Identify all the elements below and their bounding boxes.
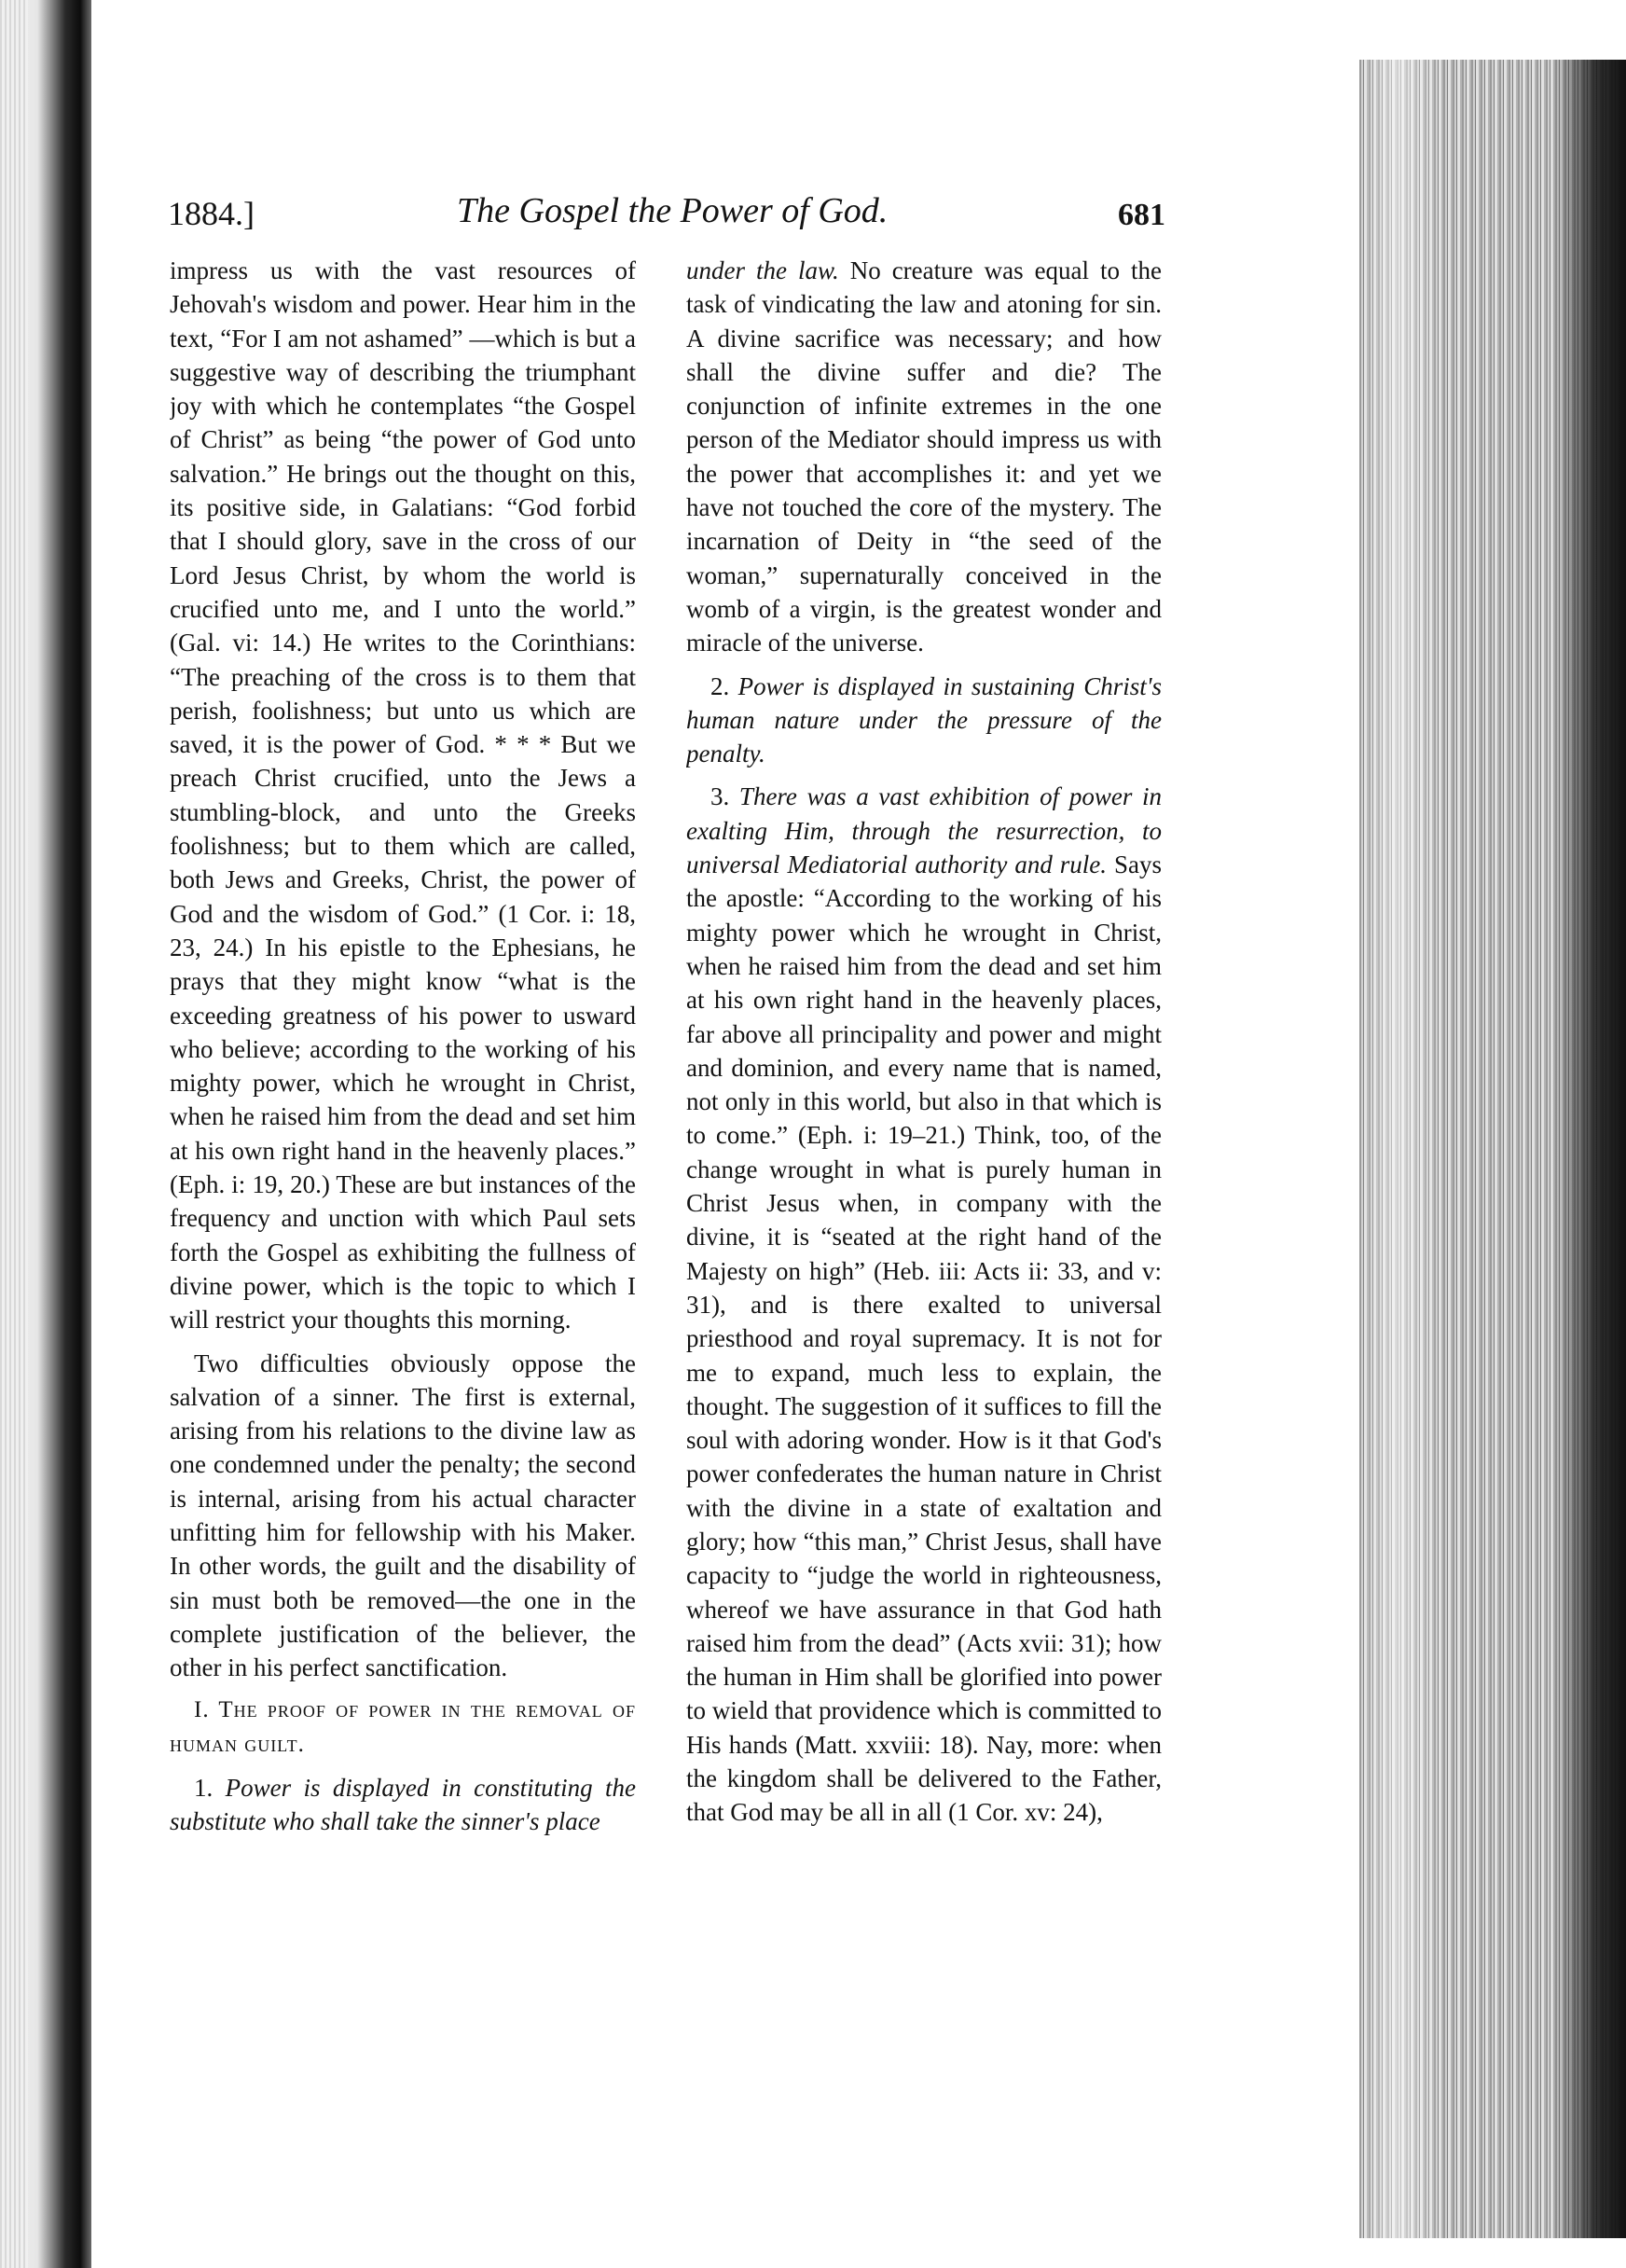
body-text: Says the apostle: “According to the working of his mighty power which he wrought in Christ, when he raised him from the dead and set him at his own right hand in the heavenly places, far above all principality and power and might and dominion, and every name that is named, not only in this world, but also in that which is to come.” (Eph. i: 19–21.) Think, too, of the change wrought in what is purely human in Christ Jesus when, in company with the divine, it is “seated at the right hand of the Majesty on high” (Heb. iii: Acts ii: 33, and v: 31), and is there exalted to universal priesthood and royal supremacy. It is not for me to expand, much less to explain, the thought. The suggestion of it suffices to fill the soul with adoring wonder. How is it that God's power confederates the human nature in Christ with the divine in a state of exaltation and glory; how “this man,” Christ Jesus, shall have capacity to “judge the world in righteousness, whereof we have assurance in that God hath raised him from the dead” (Acts xvii: 31); how the human in Him shall be glorified into power to wield that providence which is committed to His hands (Matt. xxviii: 18). Nay, more: when the kingdom shall be delivered to the Father, that God may be all in all (1 Cor. xv: 24),: [686, 850, 1162, 1827]
italic-text: Power is displayed in constituting the substitute who shall take the sinner's place: [170, 1774, 636, 1836]
running-header: [168, 187, 1165, 242]
list-number: 3.: [710, 782, 739, 811]
left-column: [170, 254, 636, 2119]
paragraph: [686, 780, 1162, 1829]
list-number: 1.: [194, 1774, 226, 1803]
paragraph: [686, 670, 1162, 771]
paragraph: impress us with the vast resources of Jehovah's wisdom and power. Hear him in the text, “For I am not ashamed” —which is but a suggestive way of describing the triumphant joy with which he contemplates “the Gospel of Christ” as being “the power of God unto salvation.” He brings out the thought on this, its positive side, in Galatians: “God forbid that I should glory, save in the cross of our Lord Jesus Christ, by whom the world is crucified unto me, and I unto the world.” (Gal. vi: 14.) He writes to the Corinthians: “The preaching of the cross is to them that perish, foolishness; but unto us which are saved, it is the power of God. * * * But we preach Christ crucified, unto the Jews a stumbling-block, and unto the Greeks foolishness; but to them which are called, both Jews and Greeks, Christ, the power of God and the wisdom of God.” (1 Cor. i: 18, 23, 24.) In his epistle to the Ephesians, he prays that they might know “what is the exceeding greatness of his power to usward who believe; according to the working of his mighty power, which he wrought in Christ, when he raised him from the dead and set him at his own right hand in the heavenly places.” (Eph. i: 19, 20.) These are but instances of the frequency and unction with which Paul sets forth the Gospel as exhibiting the fullness of divine power, which is the topic to which I will restrict your thoughts this morning.: [170, 256, 636, 1335]
italic-text: under the law.: [686, 256, 839, 284]
book-gutter-left: [0, 0, 91, 2268]
body-text: No creature was equal to the task of vindicating the law and atoning for sin. A divine sacrifice was necessary; and how shall the divine suffer and die? The conjunction of infinite extremes in the one person of the Mediator should impress us with the power that accomplishes it: and yet we have not touched the core of the mystery. The incarnation of Deity in “the seed of the woman,” supernaturally conceived in the womb of a virgin, is the greatest wonder and miracle of the universe.: [686, 256, 1162, 657]
header-year: 1884.]: [168, 195, 255, 232]
header-title: The Gospel the Power of God.: [457, 191, 889, 230]
page-number: 681: [1118, 198, 1165, 232]
section-heading: I. The proof of power in the removal of human guilt.: [170, 1697, 636, 1757]
paragraph: Two difficulties obviously oppose the salvation of a sinner. The first is external, arising from his relations to the divine law as one condemned under the penalty; the second is internal, arising from his actual character unfitting him for fellowship with his Maker. In other words, the guilt and the disability of sin must both be removed—the one in the complete justification of the believer, the other in his perfect sanctification.: [170, 1348, 636, 1682]
italic-text: There was a vast exhibition of power in exalting Him, through the resurrection, to universal Mediatorial authority and rule.: [686, 782, 1162, 879]
book-page-edges: [1359, 60, 1626, 2238]
list-number: 2.: [710, 671, 738, 700]
paragraph: [686, 254, 1162, 660]
paragraph: [170, 1771, 636, 1839]
italic-text: Power is displayed in sustaining Christ's human nature under the pressure of the penalty.: [686, 671, 1162, 768]
right-column: [686, 254, 1162, 2119]
